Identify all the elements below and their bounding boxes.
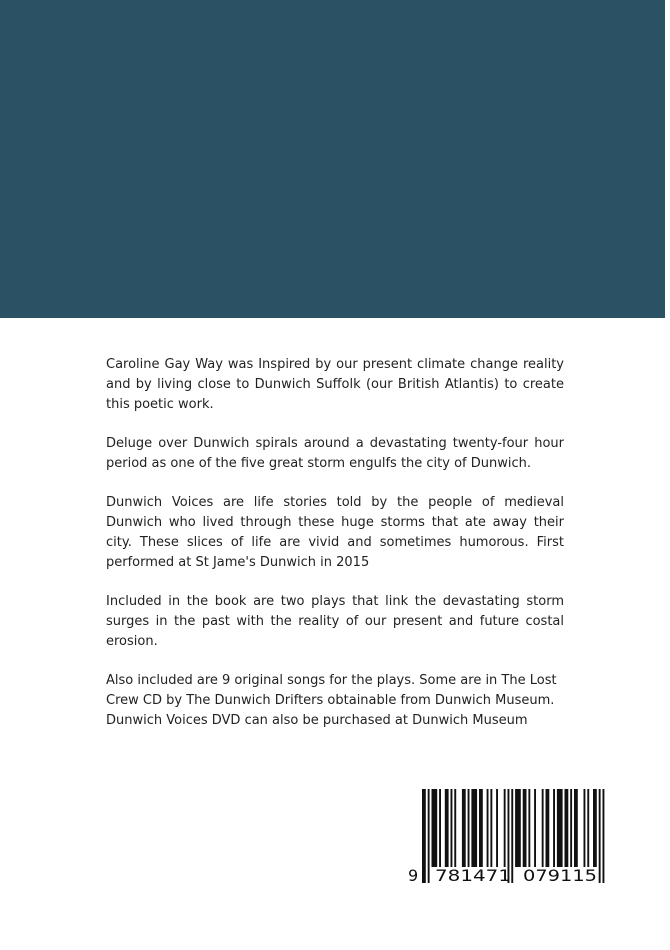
barcode-bar [439, 789, 441, 867]
barcode-right-digits: 079115 [523, 866, 597, 885]
barcode-bar [490, 789, 492, 867]
cover-color-band [0, 0, 665, 318]
barcode-left-digits: 781471 [435, 866, 511, 885]
barcode-bar [471, 789, 477, 867]
isbn-barcode-icon [405, 786, 605, 886]
barcode-bar [574, 789, 578, 867]
barcode-bar [570, 789, 572, 867]
barcode-bar [546, 789, 550, 867]
barcode-bar [428, 789, 430, 883]
barcode-bar [432, 789, 438, 867]
barcode-bar [523, 789, 527, 867]
barcode-bar [487, 789, 489, 867]
barcode-bar [553, 789, 555, 867]
barcode-lead-digit: 9 [408, 866, 419, 885]
barcode-bar [587, 789, 589, 867]
barcode-bar [599, 789, 601, 883]
barcode-bar [422, 789, 426, 883]
barcode-bar [528, 789, 530, 867]
barcode-bar [593, 789, 597, 867]
blurb-paragraph-1: Caroline Gay Way was Inspired by our present climate change reality and by living close to Dunwich Suffolk (our British Atlantis) to create this poetic work. [106, 357, 564, 412]
barcode-bar [504, 789, 506, 867]
barcode-bar [451, 789, 453, 867]
barcode-bar [496, 789, 498, 867]
barcode-bar [468, 789, 470, 867]
barcode-bar [542, 789, 544, 867]
back-cover-blurb [106, 355, 564, 750]
barcode-bar [557, 789, 563, 867]
barcode-bar [584, 789, 586, 867]
blurb-paragraph-2: Deluge over Dunwich spirals around a devastating twenty-four hour period as one of the five great storm engulfs the city of Dunwich. [106, 436, 564, 471]
isbn-barcode [405, 786, 605, 886]
barcode-bar [454, 789, 456, 867]
barcode-bar [445, 789, 449, 867]
barcode-bar [479, 789, 483, 867]
blurb-paragraph-3: Dunwich Voices are life stories told by the people of medieval Dunwich who lived through these huge storms that ate away their city. These slices of life are vivid and sometimes humorous. First performed at St Jame's Dunwich in 2015 [106, 495, 564, 570]
blurb-paragraph-5: Also included are 9 original songs for the plays. Some are in The Lost Crew CD by The Dunwich Drifters obtainable from Dunwich Museum. Dunwich Voices DVD can also be purchased at Dunwich Museum [106, 673, 557, 728]
barcode-bar [511, 789, 513, 883]
barcode-bar [603, 789, 605, 883]
barcode-bar [534, 789, 536, 867]
page-edge [665, 0, 670, 950]
barcode-bar [515, 789, 521, 867]
barcode-bar [565, 789, 569, 867]
blurb-paragraph-4: Included in the book are two plays that link the devastating storm surges in the past with the reality of our present and future costal erosion. [106, 594, 564, 649]
barcode-bar [462, 789, 466, 867]
